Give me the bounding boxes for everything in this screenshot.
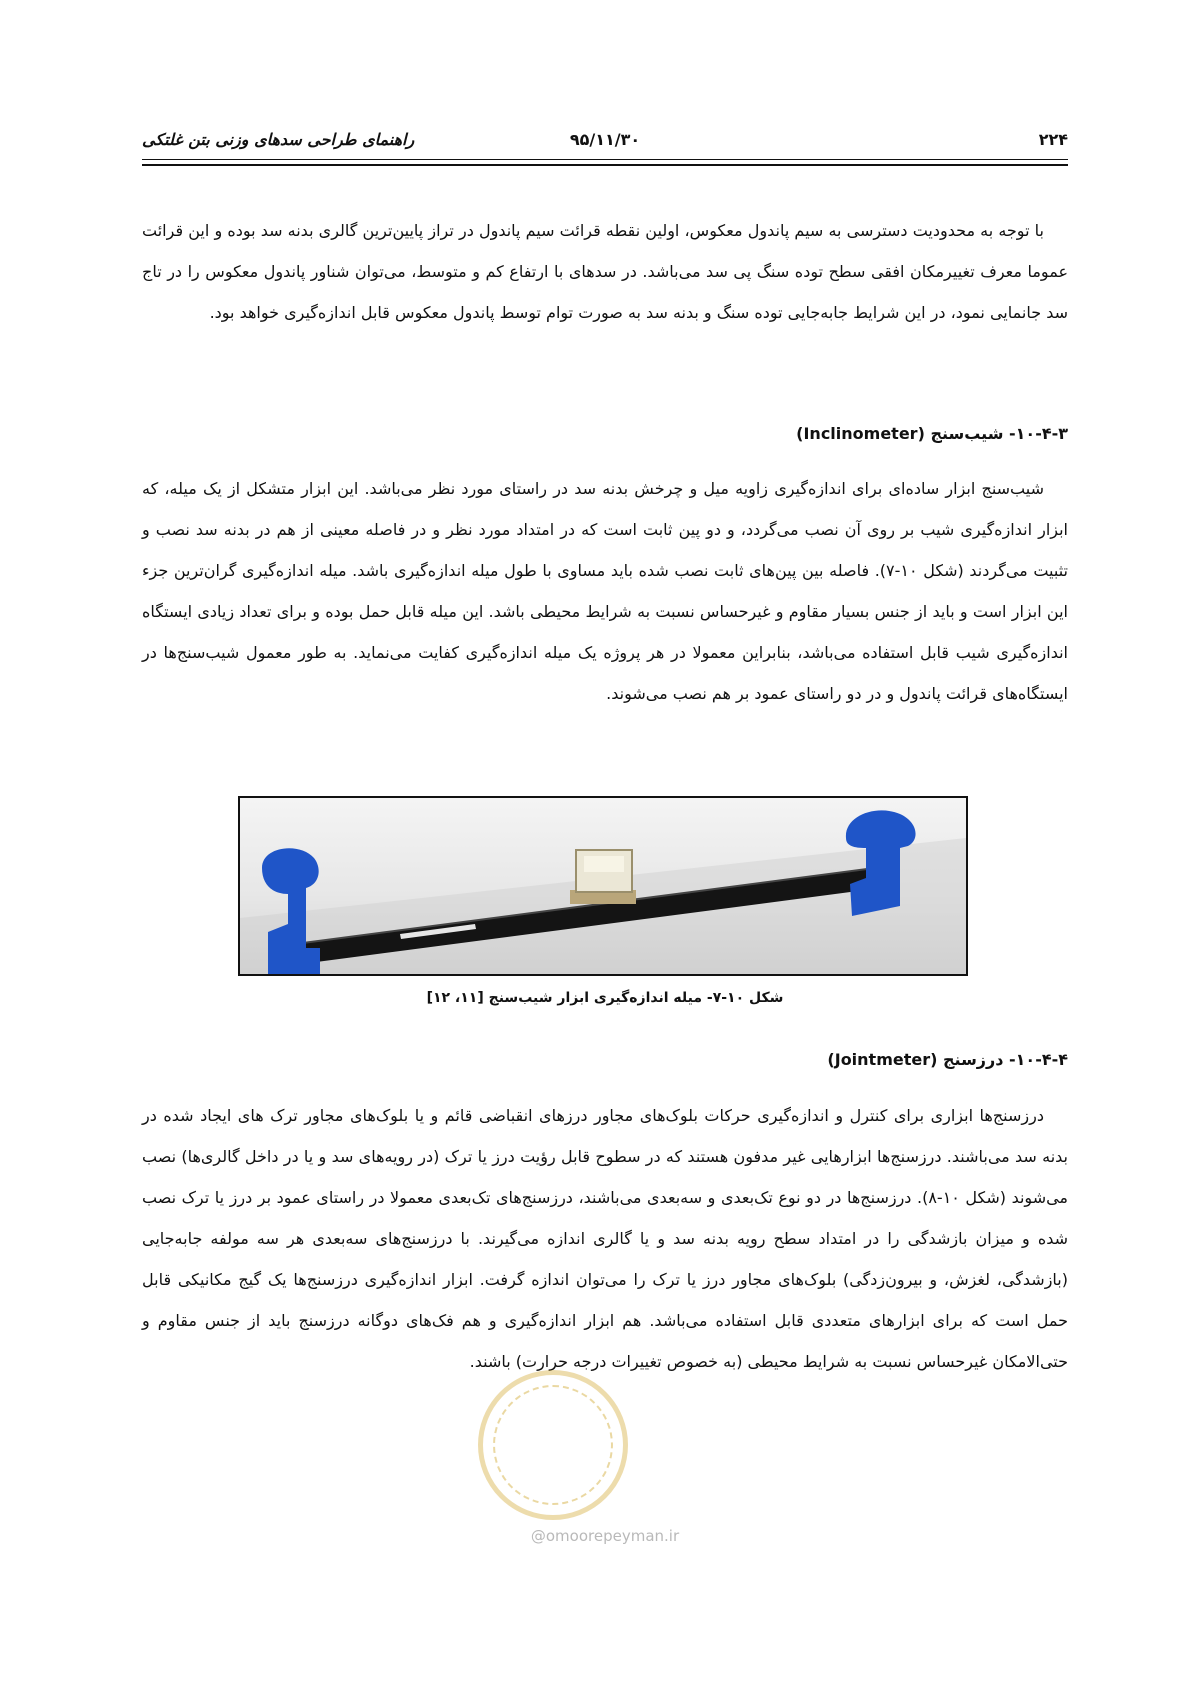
paragraph-inclinometer: شیب‌سنج ابزار ساده‌ای برای اندازه‌گیری زاویه میل و چرخش بدنه سد در راستای مورد نظر می‌باشد. این ابزار متشکل از یک میله، که ابزار اندازه‌گیری شیب بر روی آن نصب می‌گردد، و دو پین ثابت است که در امتداد مورد نظر و در فاصله معینی از هم در بدنه سد نصب و تثبیت می‌گردند (شکل ۱۰-۷). فاصله بین پین‌های ثابت نصب شده باید مساوی با طول میله اندازه‌گیری باشد. میله اندازه‌گیری گران‌ترین جزء این ابزار است و باید از جنس بسیار مقاوم و غیرحساس نسبت به شرایط محیطی باشد. این میله قابل حمل بوده و برای تعداد زیادی ایستگاه اندازه‌گیری شیب قابل استفاده می‌باشد، بنابراین معمولا در هر پروژه یک میله اندازه‌گیری کفایت می‌نماید. به طور معمول شیب‌سنج‌ها در ایستگاه‌های قرائت پاندول و در دو راستای عمود بر هم نصب می‌شوند.: [142, 479, 1068, 703]
inclinometer-bar-illustration: [240, 798, 966, 974]
paragraph-jointmeter: درزسنج‌ها ابزاری برای کنترل و اندازه‌گیری حرکات بلوک‌های مجاور درزهای انقباضی قائم و یا بلوک‌های مجاور ترک های ایجاد شده در بدنه سد می‌باشند. درزسنج‌ها ابزارهایی غیر مدفون هستند که در سطوح قابل رؤیت درز یا ترک (در رویه‌های سد و یا در داخل گالری‌ها) نصب می‌شوند (شکل ۱۰-۸). درزسنج‌ها در دو نوع تک‌بعدی و سه‌بعدی می‌باشند، درزسنج‌های تک‌بعدی معمولا در راستای عمود بر درز یا ترک نصب شده و میزان بازشدگی را در امتداد سطح رویه بدنه سد و یا گالری اندازه می‌گیرند. با درزسنج‌های سه‌بعدی هر سه مولفه جابه‌جایی (بازشدگی، لغزش، و بیرون‌زدگی) بلوک‌های مجاور درز یا ترک را می‌توان اندازه گرفت. ابزار اندازه‌گیری درزسنج‌ها یک گیج مکانیکی قابل حمل است که برای ابزارهای متعددی قابل استفاده می‌باشد. هم ابزار اندازه‌گیری و هم فک‌های دوگانه درزسنج باید از جنس مقاوم و حتی‌الامکان غیرحساس نسبت به شرایط محیطی (به خصوص تغییرات درجه حرارت) باشند.: [142, 1106, 1069, 1371]
inclinometer-bar-photo: [238, 796, 968, 976]
header-date: ۹۵/۱۱/۳۰: [569, 130, 641, 149]
sensor-window: [584, 856, 624, 872]
header-rule: [142, 159, 1068, 166]
heading-inclinometer: ۱۰-۴-۳- شیب‌سنج (Inclinometer): [796, 424, 1068, 443]
watermark-url: @omoorepeyman.ir: [530, 1527, 680, 1545]
heading-jointmeter: ۱۰-۴-۴- درزسنج (Jointmeter): [827, 1050, 1068, 1069]
figure-caption: شکل ۱۰-۷- میله اندازه‌گیری ابزار شیب‌سنج [۱۱، ۱۲]: [426, 990, 784, 1006]
watermark-seal: [478, 1370, 628, 1520]
paragraph-intro: با توجه به محدودیت دسترسی به سیم پاندول معکوس، اولین نقطه قرائت سیم پاندول در تراز پایین‌ترین گالری بدنه سد بوده و این قرائت عموما معرف تغییرمکان افقی سطح توده سنگ پی سد می‌باشد. در سدهای با ارتفاع کم و متوسط، می‌توان شناور پاندول معکوس را در تاج سد جانمایی نمود، در این شرایط جابه‌جایی توده سنگ و بدنه سد به صورت توام توسط پاندول معکوس قابل اندازه‌گیری خواهد بود.: [142, 221, 1068, 322]
page-number: ۲۲۴: [1038, 130, 1068, 149]
running-header: [142, 126, 1068, 166]
header-title: راهنمای طراحی سدهای وزنی بتن غلتکی: [142, 130, 415, 149]
watermark-seal-inner: [493, 1385, 613, 1505]
